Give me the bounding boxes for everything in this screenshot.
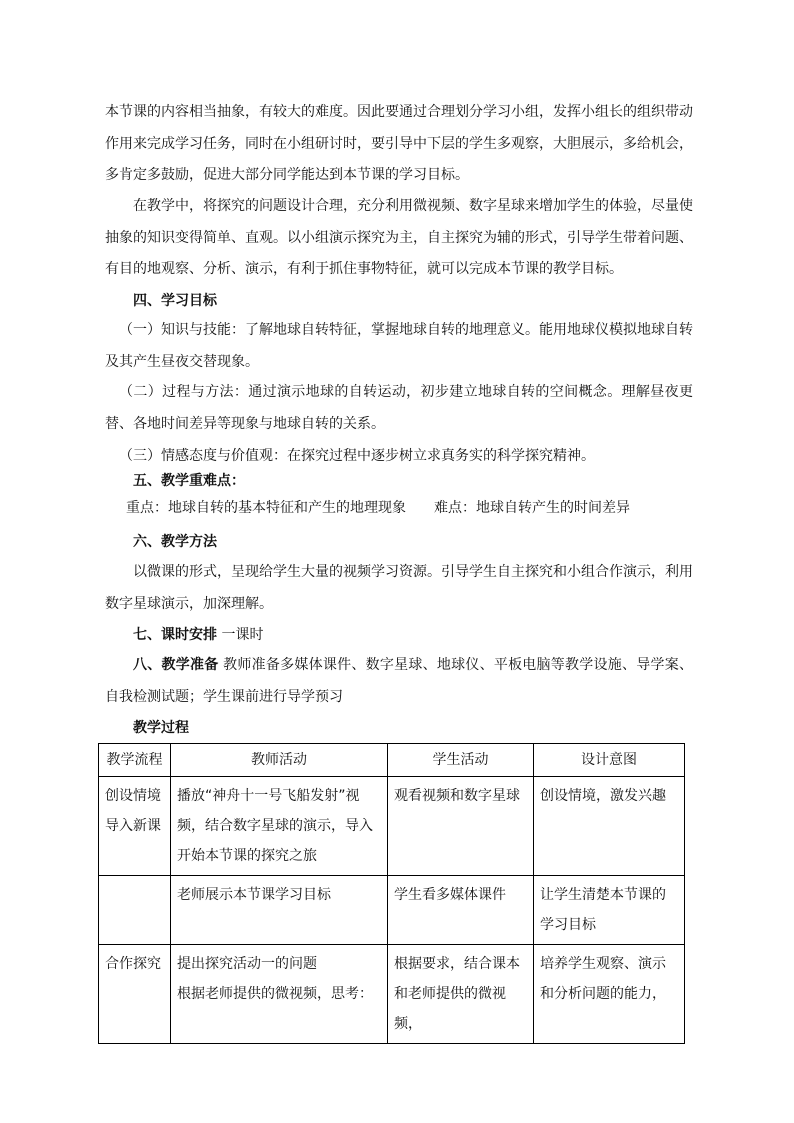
goal-knowledge-skills: （一）知识与技能：了解地球自转特征，掌握地球自转的地理意义。能用地球仪模拟地球自转及其产生昼夜交替现象。 <box>105 322 693 370</box>
cell-teacher <box>171 945 388 1044</box>
heading-teaching-method: 六、教学方法 <box>133 534 217 550</box>
heading-teaching-preparation: 八、教学准备 <box>133 657 219 673</box>
cell-intent: 培养学生观察、演示和分析问题的能力， <box>534 945 685 1044</box>
paragraph-teaching-design: 在教学中，将探究的问题设计合理，充分利用微视频、数字星球来增加学生的体验，尽量使抽象的知识变得简单、直观。以小组演示探究为主，自主探究为辅的形式，引导学生带着问题、有目的地观察、分析、演示，有利于抓住事物特征，就可以完成本节课的教学目标。 <box>105 198 693 277</box>
paragraph-teaching-method: 以微课的形式，呈现给学生大量的视频学习资源。引导学生自主探究和小组合作演示，利用数字星球演示，加深理解。 <box>105 564 693 612</box>
table-header-row <box>99 744 685 777</box>
difficult-point: 难点：地球自转产生的时间差异 <box>434 500 630 516</box>
cell-student: 观看视频和数字星球 <box>388 777 534 876</box>
heading-class-hours: 七、课时安排 <box>133 627 217 643</box>
header-flow: 教学流程 <box>99 744 171 777</box>
paragraph-difficulty: 本节课的内容相当抽象，有较大的难度。因此要通过合理划分学习小组，发挥小组长的组织带动作用来完成学习任务，同时在小组研讨时，要引导中下层的学生多观察，大胆展示，多给机会，多肯定多鼓励，促进大部分同学能达到本节课的学习目标。 <box>105 104 693 183</box>
class-hours-value: 一课时 <box>221 627 264 643</box>
heading-key-difficult-points: 五、教学重难点： <box>133 473 245 489</box>
key-point: 重点：地球自转的基本特征和产生的地理现象 <box>126 500 406 516</box>
table-row <box>99 777 685 876</box>
cell-flow: 合作探究 <box>99 945 171 1044</box>
heading-teaching-process: 教学过程 <box>133 720 189 736</box>
cell-student: 根据要求，结合课本和老师提供的微视频， <box>388 945 534 1044</box>
teaching-process-table <box>98 743 685 1044</box>
table-row <box>99 945 685 1044</box>
cell-flow <box>99 876 171 945</box>
cell-teacher: 老师展示本节课学习目标 <box>171 876 388 945</box>
cell-intent: 让学生清楚本节课的学习目标 <box>534 876 685 945</box>
header-teacher-activity: 教师活动 <box>171 744 388 777</box>
heading-learning-goals: 四、学习目标 <box>133 293 217 309</box>
cell-intent: 创设情境，激发兴趣 <box>534 777 685 876</box>
cell-teacher-line2: 根据老师提供的微视频，思考： <box>177 986 373 1002</box>
cell-student: 学生看多媒体课件 <box>388 876 534 945</box>
cell-teacher: 播放“神舟十一号飞船发射”视频，结合数字星球的演示，导入开始本节课的探究之旅 <box>171 777 388 876</box>
goal-process-method: （二）过程与方法：通过演示地球的自转运动，初步建立地球自转的空间概念。理解昼夜更替、各地时间差异等现象与地球自转的关系。 <box>105 384 693 432</box>
header-design-intent: 设计意图 <box>534 744 685 777</box>
teaching-preparation-value: 教师准备多媒体课件、数字星球、地球仪、平板电脑等教学设施、导学案、自我检测试题；学生课前进行导学预习 <box>105 657 694 705</box>
class-hours-line <box>133 625 263 645</box>
cell-flow: 创设情境导入新课 <box>99 777 171 876</box>
teaching-preparation <box>105 650 693 713</box>
table-row <box>99 876 685 945</box>
goal-emotion-values: （三）情感态度与价值观：在探究过程中逐步树立求真务实的科学探究精神。 <box>119 448 595 464</box>
cell-teacher-line1: 提出探究活动一的问题 <box>177 956 317 972</box>
header-student-activity: 学生活动 <box>388 744 534 777</box>
